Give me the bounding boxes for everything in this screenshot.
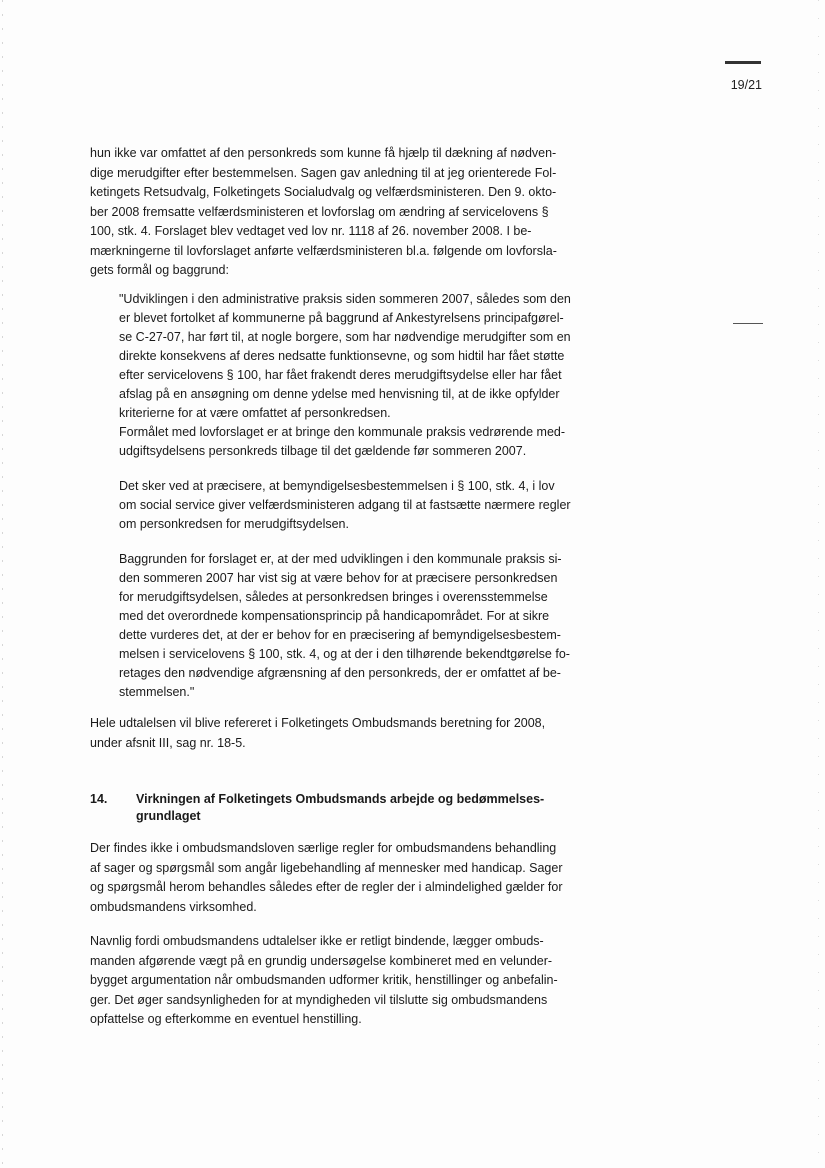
section-title-line: grundlaget (136, 809, 201, 823)
quote-line: Formålet med lovforslaget er at bringe den kommunale praksis vedrørende med- (119, 425, 566, 439)
text-line: bygget argumentation når ombudsmanden udformer kritik, henstillinger og anbefalin- (90, 973, 558, 987)
quote-line: melsen i servicelovens § 100, stk. 4, og at der i den tilhørende bekendtgørelse fo- (119, 647, 570, 661)
text-line: manden afgørende vægt på en grundig undersøgelse kombineret med en velunder- (90, 953, 553, 968)
text-line: mærkningerne til lovforslaget anførte velfærdsministeren bl.a. følgende om lovforsla- (90, 243, 557, 258)
text-line: ketingets Retsudvalg, Folketingets Socialudvalg og velfærdsministeren. Den 9. okto- (90, 185, 557, 199)
paragraph-intro (90, 144, 598, 281)
section-number: 14. (90, 792, 108, 806)
text-line: Navnlig fordi ombudsmandens udtalelser ikke er retligt bindende, lægger ombuds- (90, 934, 544, 948)
margin-mark (733, 323, 763, 324)
section-title (136, 791, 606, 825)
quote-line: om personkredsen for merudgiftsydelsen. (119, 517, 349, 531)
text-line: ger. Det øger sandsynligheden for at myndigheden vil tilslutte sig ombudsmandens (90, 992, 548, 1007)
quote-block-3 (119, 550, 599, 702)
page-number: 19/21 (730, 78, 762, 92)
paragraph-effect (90, 932, 598, 1030)
quote-line: om social service giver velfærdsministeren adgang til at fastsætte nærmere regler (119, 498, 571, 512)
quote-line: stemmelsen." (119, 685, 195, 699)
quote-block-1 (119, 290, 599, 461)
section-title-line: Virkningen af Folketingets Ombudsmands arbejde og bedømmelses- (136, 792, 545, 806)
paragraph-reference (90, 714, 598, 753)
quote-line: dette vurderes det, at der er behov for en præcisering af bemyndigelsesbestem- (119, 628, 561, 642)
quote-line: er blevet fortolket af kommunerne på baggrund af Ankestyrelsens principafgørel- (119, 311, 564, 325)
text-line: gets formål og baggrund: (90, 263, 229, 277)
header-rule (725, 61, 761, 64)
text-line: ber 2008 fremsatte velfærdsministeren et lovforslag om ændring af servicelovens § (90, 204, 549, 219)
quote-line: Baggrunden for forslaget er, at der med udviklingen i den kommunale praksis si- (119, 552, 562, 566)
text-line: Der findes ikke i ombudsmandsloven særlige regler for ombudsmandens behandling (90, 841, 557, 855)
quote-line: retages den nødvendige afgrænsning af den personkreds, der er omfattet af be- (119, 666, 561, 680)
quote-line: "Udviklingen i den administrative praksis siden sommeren 2007, således som den (119, 292, 571, 306)
quote-line: udgiftsydelsens personkreds tilbage til det gældende før sommeren 2007. (119, 444, 527, 458)
text-line: dige merudgifter efter bestemmelsen. Sagen gav anledning til at jeg orienterede Fol- (90, 165, 557, 180)
paragraph-rules (90, 839, 598, 917)
text-line: 100, stk. 4. Forslaget blev vedtaget ved lov nr. 1118 af 26. november 2008. I be- (90, 224, 532, 238)
scan-edge-left (2, 0, 3, 1168)
text-line: og spørgsmål herom behandles således efter de regler der i almindelighed gælder for (90, 880, 563, 894)
quote-line: afslag på en ansøgning om denne ydelse med henvisning til, at de ikke opfylder (119, 387, 560, 401)
quote-line: efter servicelovens § 100, har fået frakendt deres merudgiftsydelse eller har fået (119, 368, 562, 382)
text-line: under afsnit III, sag nr. 18-5. (90, 735, 246, 750)
quote-line: den sommeren 2007 har vist sig at være behov for at præcisere personkredsen (119, 571, 558, 585)
quote-line: Det sker ved at præcisere, at bemyndigelsesbestemmelsen i § 100, stk. 4, i lov (119, 479, 555, 493)
quote-line: med det overordnede kompensationsprincip på handicapområdet. For at sikre (119, 609, 550, 623)
quote-line: for merudgiftsydelsen, således at personkredsen bringes i overensstemmelse (119, 590, 548, 604)
quote-line: kriterierne for at være omfattet af personkredsen. (119, 406, 391, 420)
text-line: ombudsmandens virksomhed. (90, 899, 257, 914)
scan-edge-right (818, 0, 819, 1168)
quote-line: se C-27-07, har ført til, at nogle borgere, som har nødvendige merudgifter som en (119, 330, 571, 344)
quote-line: direkte konsekvens af deres nedsatte funktionsevne, og som hidtil har fået støtte (119, 349, 565, 363)
quote-block-2 (119, 477, 599, 534)
text-line: hun ikke var omfattet af den personkreds som kunne få hjælp til dækning af nødven- (90, 146, 557, 160)
text-line: af sager og spørgsmål som angår ligebehandling af mennesker med handicap. Sager (90, 860, 563, 875)
text-line: opfattelse og efterkomme en eventuel henstilling. (90, 1012, 362, 1026)
text-line: Hele udtalelsen vil blive refereret i Folketingets Ombudsmands beretning for 2008, (90, 716, 546, 730)
